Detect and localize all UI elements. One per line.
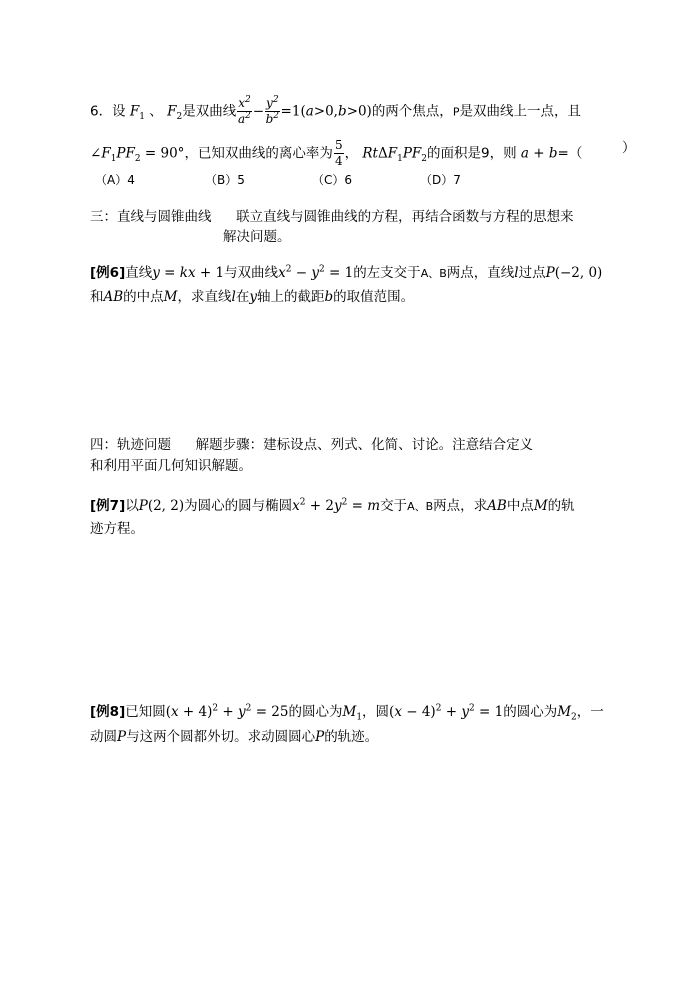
problem-6-line-2: $\angle F_1PF_2 = 90^\circ$，已知双曲线的离心率为 $\frac{5}{4}$ ， $Rt\Delta F_1PF_2$的面积是9，则 a + b=（ — [90, 138, 583, 168]
fraction-y2-b2: $\frac{y^2}{b^2}$ — [265, 95, 279, 126]
problem-6-line-1: 6．设 $F_1$ 、 $F_2$是双曲线 $\frac{x^2}{a^2}$ − $\frac{y^2}{b^2}$ =1(a>0,b>0)的两个焦点，P是双曲线上一点，且 — [90, 95, 581, 126]
example-6-line-1: [例6]直线y = kx + 1与双曲线$x^2 - y^2 = 1$的左支交于A、B两点，直线l过点P(−2, 0) — [90, 264, 603, 281]
option-b: （B）5 — [205, 173, 245, 187]
option-d: （D）7 — [420, 173, 461, 187]
section-4-desc-2: 和利用平面几何知识解题。 — [90, 458, 252, 474]
example-8-line-2: 动圆P与这两个圆都外切。求动圆圆心P的轨迹。 — [90, 729, 379, 745]
example-6-tag: [例6] — [90, 265, 126, 281]
fraction-x2-a2: $\frac{x^2}{a^2}$ — [238, 95, 251, 126]
example-7-line-1: [例7]以P(2, 2)为圆心的圆与椭圆$x^2 + 2y^2 = m$交于A、B两点，求AB中点M的轨 — [90, 497, 575, 514]
example-7-line-2: 迹方程。 — [90, 521, 144, 537]
section-3-desc-2: 解决问题。 — [223, 229, 291, 245]
option-c: （C）6 — [312, 173, 353, 187]
section-4-heading: 四：轨迹问题 解题步骤：建标设点、列式、化简、讨论。注意结合定义 — [90, 437, 534, 453]
answer-paren-close: ） — [622, 140, 636, 156]
example-8-tag: [例8] — [90, 704, 126, 720]
option-a: （A）4 — [95, 173, 135, 187]
section-4-desc-1: 解题步骤：建标设点、列式、化简、讨论。注意结合定义 — [195, 437, 534, 453]
example-7-tag: [例7] — [90, 498, 126, 514]
example-8-line-1: [例8]已知圆$(x + 4)^2 + y^2 = 25$的圆心为$M_1$，圆$(x - 4)^2 + y^2 = 1$的圆心为$M_2$，一 — [90, 703, 604, 723]
example-6-line-2: 和AB的中点M，求直线l在y轴上的截距b的取值范围。 — [90, 289, 415, 305]
fraction-5-4: $\frac{5}{4}$ — [334, 138, 343, 168]
section-3-heading: 三：直线与圆锥曲线 联立直线与圆锥曲线的方程，再结合函数与方程的思想来 — [90, 209, 574, 225]
section-3-desc-1: 联立直线与圆锥曲线的方程，再结合函数与方程的思想来 — [236, 209, 574, 225]
